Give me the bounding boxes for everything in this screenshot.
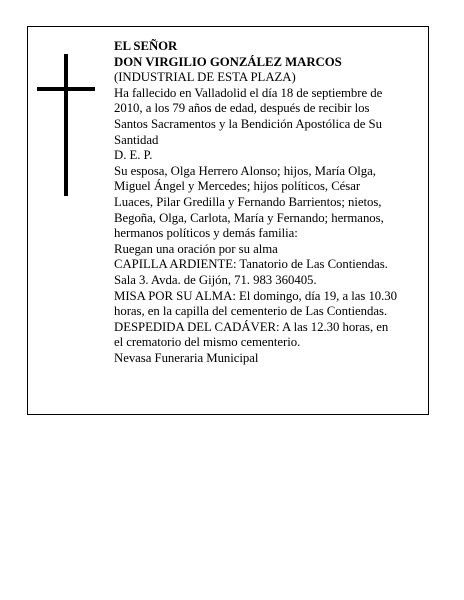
family-line: hermanos políticos y demás familia: — [114, 226, 298, 241]
obituary-text — [114, 39, 414, 366]
deceased-description: (INDUSTRIAL DE ESTA PLAZA) — [114, 70, 296, 85]
rest-in-peace: D. E. P. — [114, 148, 153, 163]
deceased-name: DON VIRGILIO GONZÁLEZ MARCOS — [114, 54, 342, 69]
chapel-address: Sala 3. Avda. de Gijón, 71. 983 360405. — [114, 272, 317, 287]
honorific: EL SEÑOR — [114, 39, 178, 53]
farewell-line: el crematorio del mismo cementerio. — [114, 335, 301, 350]
chapel-line: CAPILLA ARDIENTE: Tanatorio de Las Contiendas. — [114, 257, 388, 272]
body-line: 2010, a los 79 años de edad, después de recibir los — [114, 101, 370, 116]
cross-icon-crossbar — [37, 87, 95, 91]
prayer-request: Ruegan una oración por su alma — [114, 241, 278, 256]
mass-line: MISA POR SU ALMA: El domingo, día 19, a las 10.30 — [114, 288, 398, 303]
body-line: Ha fallecido en Valladolid el día 18 de septiembre de — [114, 85, 383, 100]
mass-line: horas, en la capilla del cementerio de Las Contiendas. — [114, 304, 388, 319]
family-line: Miguel Ángel y Mercedes; hijos políticos, César — [114, 179, 361, 194]
body-line: Santidad — [114, 132, 159, 147]
funeral-home: Nevasa Funeraria Municipal — [114, 350, 259, 365]
body-line: Santos Sacramentos y la Bendición Apostólica de Su — [114, 116, 382, 131]
family-line: Begoña, Olga, Carlota, María y Fernando; hermanos, — [114, 210, 384, 225]
farewell-line: DESPEDIDA DEL CADÁVER: A las 12.30 horas, en — [114, 319, 389, 334]
family-line: Luaces, Pilar Gredilla y Fernando Barrientos; nietos, — [114, 194, 382, 209]
family-line: Su esposa, Olga Herrero Alonso; hijos, María Olga, — [114, 163, 376, 178]
cross-icon — [64, 54, 68, 196]
